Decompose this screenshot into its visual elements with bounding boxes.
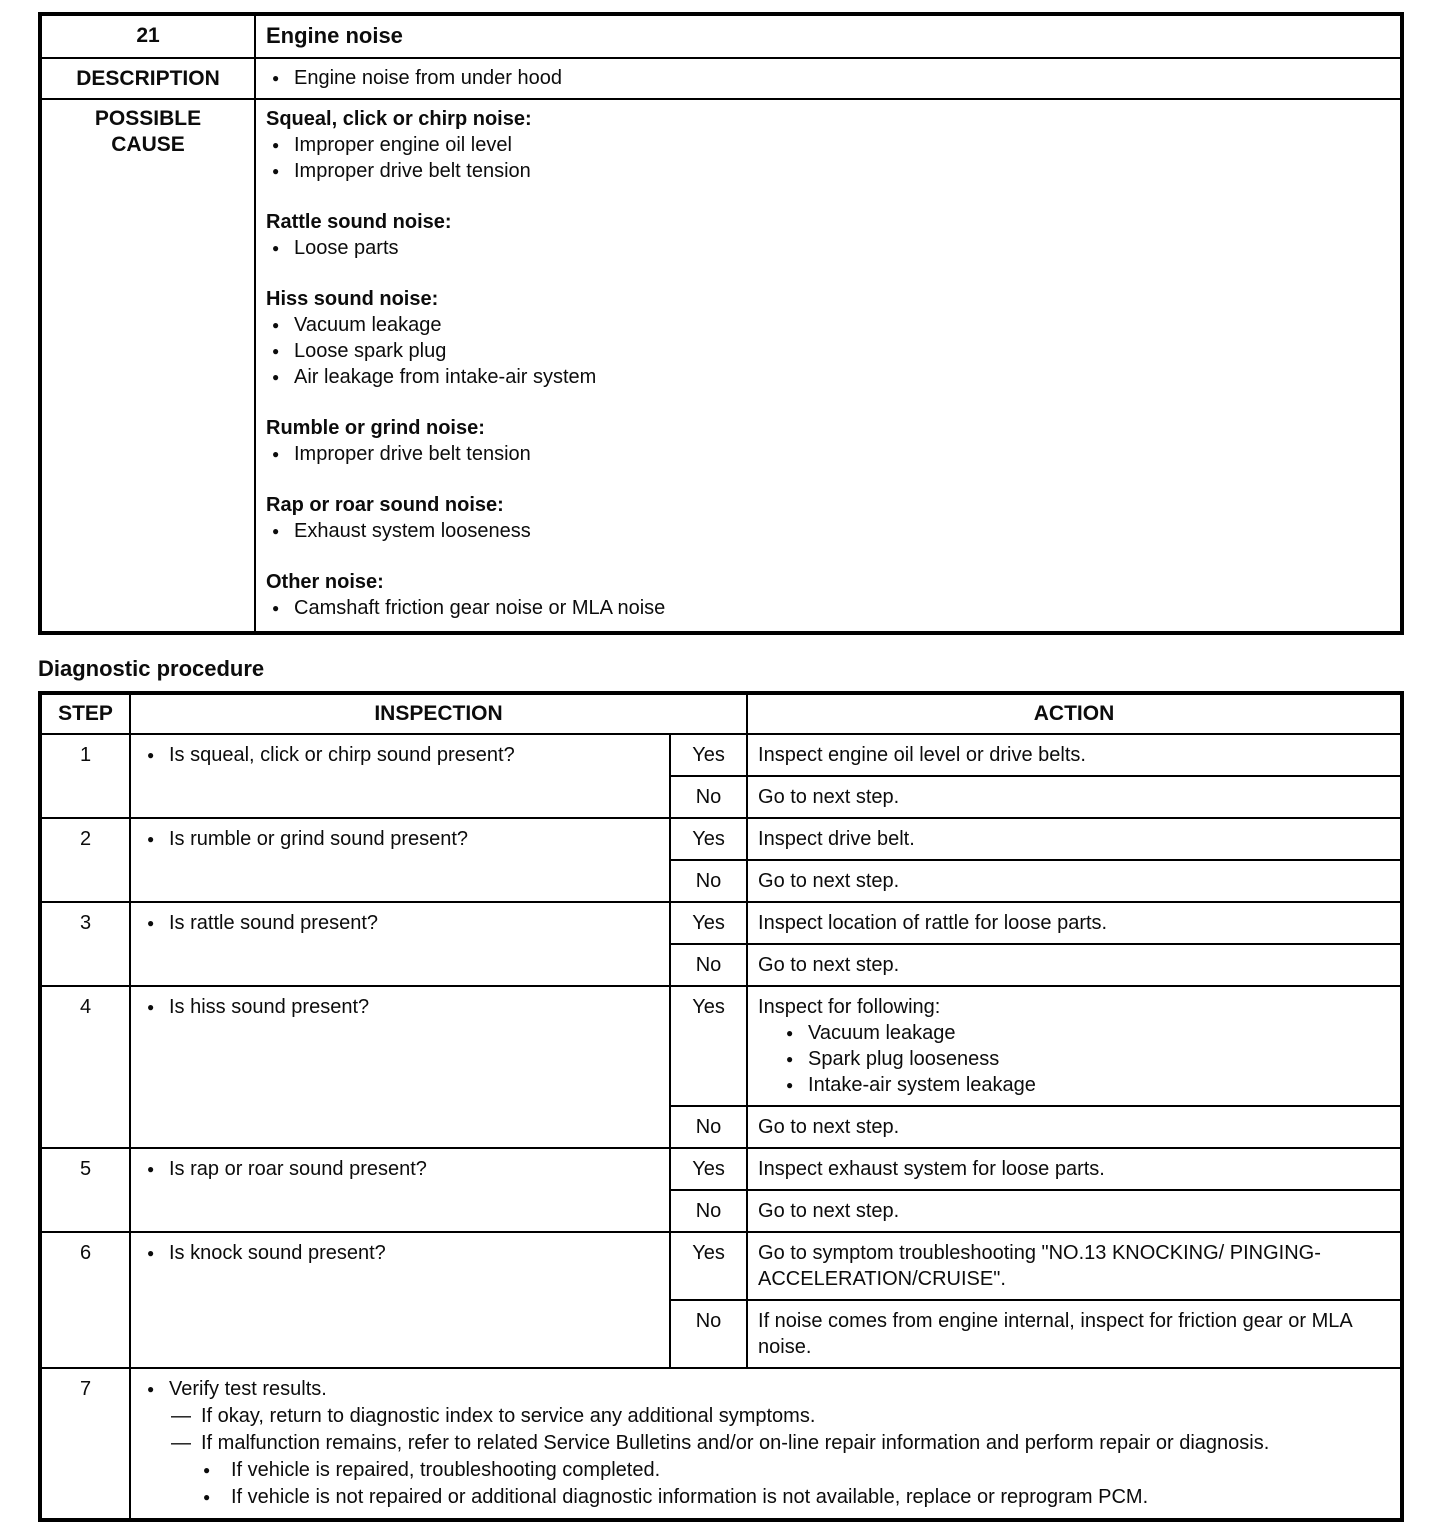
no-action: If noise comes from engine internal, inspect for friction gear or MLA noise. — [747, 1300, 1402, 1368]
yes-label: Yes — [670, 818, 747, 860]
inspection-line — [141, 994, 659, 1020]
cause-item-text: Improper engine oil level — [294, 133, 512, 156]
cause-group-heading: Rap or roar sound noise: — [266, 493, 504, 516]
bullet-icon: ● — [272, 343, 280, 358]
possible-cause-row — [40, 99, 1402, 633]
diagnostic-procedure-heading: Diagnostic procedure — [38, 655, 265, 681]
bullet-icon: ● — [272, 137, 280, 152]
bullet-icon: ● — [147, 1381, 155, 1396]
cause-item — [266, 441, 1390, 467]
description-cell — [255, 58, 1402, 99]
bullet-icon: ● — [786, 1051, 794, 1066]
bullet-icon: ● — [786, 1077, 794, 1092]
inspection-cell — [130, 1232, 670, 1368]
step-row — [40, 734, 1402, 776]
inspection-text: Is rap or roar sound present? — [169, 1157, 427, 1180]
no-action: Go to next step. — [747, 860, 1402, 902]
inspection-cell — [130, 986, 670, 1148]
step-row — [40, 986, 1402, 1106]
yes-action: Inspect drive belt. — [747, 818, 1402, 860]
bullet-icon: ● — [203, 1489, 211, 1504]
step-number: 7 — [40, 1368, 130, 1520]
bullet-icon: ● — [272, 163, 280, 178]
column-header-step: STEP — [40, 693, 130, 733]
procedure-header-row — [40, 693, 1402, 733]
final-step-bullet-text: Verify test results. — [169, 1377, 327, 1400]
symptom-number: 21 — [40, 14, 255, 58]
cause-item-text: Exhaust system looseness — [294, 519, 531, 542]
cause-item — [266, 235, 1390, 261]
cause-item — [266, 518, 1390, 544]
symptom-title: Engine noise — [255, 14, 1402, 58]
final-step-subbullet-line — [141, 1457, 1390, 1483]
yes-action-intro: Inspect for following: — [758, 995, 941, 1018]
step-number: 1 — [40, 734, 130, 818]
bullet-icon: ● — [272, 70, 280, 85]
possible-cause-label-line2: CAUSE — [111, 133, 185, 157]
bullet-icon: ● — [272, 600, 280, 615]
yes-action: Inspect exhaust system for loose parts. — [747, 1148, 1402, 1190]
yes-action-item — [758, 1046, 1390, 1072]
inspection-cell — [130, 902, 670, 986]
diagnostic-procedure-table — [38, 691, 1404, 1521]
yes-action-item-text: Intake-air system leakage — [808, 1073, 1036, 1096]
step-row — [40, 818, 1402, 860]
cause-item-text: Improper drive belt tension — [294, 442, 531, 465]
bullet-icon: ● — [147, 915, 155, 930]
yes-label: Yes — [670, 734, 747, 776]
symptom-table — [38, 12, 1404, 635]
inspection-line — [141, 1240, 659, 1266]
possible-cause-label — [40, 99, 255, 633]
bullet-icon: ● — [203, 1462, 211, 1477]
bullet-icon: ● — [147, 747, 155, 762]
step-number: 4 — [40, 986, 130, 1148]
bullet-icon: ● — [147, 1245, 155, 1260]
description-label: DESCRIPTION — [40, 58, 255, 99]
cause-item-text: Loose spark plug — [294, 339, 447, 362]
bullet-icon: ● — [272, 446, 280, 461]
column-header-inspection: INSPECTION — [130, 693, 747, 733]
cause-item — [266, 158, 1390, 184]
inspection-cell — [130, 818, 670, 902]
cause-item — [266, 338, 1390, 364]
inspection-text: Is squeal, click or chirp sound present? — [169, 743, 515, 766]
bullet-icon: ● — [147, 831, 155, 846]
final-step-subbullet-text: If vehicle is repaired, troubleshooting completed. — [231, 1458, 661, 1481]
cause-item — [266, 364, 1390, 390]
cause-item-text: Air leakage from intake-air system — [294, 365, 597, 388]
cause-item-text: Improper drive belt tension — [294, 159, 531, 182]
yes-action-item — [758, 1020, 1390, 1046]
cause-group-rattle — [266, 209, 1390, 261]
symptom-title-row — [40, 14, 1402, 58]
bullet-icon: ● — [272, 317, 280, 332]
yes-action-item-text: Spark plug looseness — [808, 1047, 1000, 1070]
final-step-bullet-line — [141, 1376, 1390, 1402]
column-header-action: ACTION — [747, 693, 1402, 733]
final-step-subbullet-line — [141, 1484, 1390, 1510]
inspection-text: Is rumble or grind sound present? — [169, 827, 469, 850]
cause-item — [266, 312, 1390, 338]
cause-group-squeal — [266, 106, 1390, 184]
yes-action: Inspect engine oil level or drive belts. — [747, 734, 1402, 776]
yes-label: Yes — [670, 1148, 747, 1190]
final-step-row — [40, 1368, 1402, 1520]
cause-item — [266, 132, 1390, 158]
cause-group-rumble — [266, 415, 1390, 467]
step-number: 5 — [40, 1148, 130, 1232]
yes-label: Yes — [670, 902, 747, 944]
cause-group-heading: Hiss sound noise: — [266, 287, 439, 310]
no-label: No — [670, 860, 747, 902]
yes-action — [747, 986, 1402, 1106]
no-action: Go to next step. — [747, 944, 1402, 986]
bullet-icon: ● — [272, 240, 280, 255]
final-step-dash-line — [141, 1403, 1390, 1429]
no-label: No — [670, 944, 747, 986]
step-number: 6 — [40, 1232, 130, 1368]
cause-group-other — [266, 569, 1390, 621]
cause-group-hiss — [266, 286, 1390, 390]
inspection-text: Is rattle sound present? — [169, 911, 379, 934]
cause-group-heading: Other noise: — [266, 570, 384, 593]
cause-item-text: Loose parts — [294, 236, 399, 259]
no-action: Go to next step. — [747, 1106, 1402, 1148]
cause-group-heading: Rumble or grind noise: — [266, 416, 485, 439]
step-row — [40, 902, 1402, 944]
possible-cause-label-line1: POSSIBLE — [94, 106, 202, 130]
yes-action: Go to symptom troubleshooting "NO.13 KNOCKING/ PINGING-ACCELERATION/CRUISE". — [747, 1232, 1402, 1300]
final-step-dash-text: If okay, return to diagnostic index to service any additional symptoms. — [201, 1404, 816, 1427]
description-text: Engine noise from under hood — [294, 66, 562, 89]
bullet-icon: ● — [272, 369, 280, 384]
no-action: Go to next step. — [747, 1190, 1402, 1232]
bullet-icon: ● — [786, 1025, 794, 1040]
no-label: No — [670, 1190, 747, 1232]
step-number: 2 — [40, 818, 130, 902]
cause-group-heading: Squeal, click or chirp noise: — [266, 107, 532, 130]
dash-icon: — — [171, 1431, 191, 1454]
cause-item — [266, 595, 1390, 621]
bullet-icon: ● — [147, 1161, 155, 1176]
yes-action-item — [758, 1072, 1390, 1098]
cause-group-heading: Rattle sound noise: — [266, 210, 452, 233]
yes-label: Yes — [670, 1232, 747, 1300]
inspection-line — [141, 1156, 659, 1182]
inspection-line — [141, 742, 659, 768]
inspection-line — [141, 826, 659, 852]
no-label: No — [670, 1300, 747, 1368]
no-label: No — [670, 776, 747, 818]
step-row — [40, 1148, 1402, 1190]
yes-action: Inspect location of rattle for loose parts. — [747, 902, 1402, 944]
inspection-text: Is hiss sound present? — [169, 995, 370, 1018]
possible-cause-cell — [255, 99, 1402, 633]
inspection-cell — [130, 734, 670, 818]
inspection-text: Is knock sound present? — [169, 1241, 386, 1264]
final-step-cell — [130, 1368, 1402, 1520]
final-step-dash-line — [141, 1430, 1390, 1456]
yes-action-item-text: Vacuum leakage — [808, 1021, 956, 1044]
final-step-subbullet-text: If vehicle is not repaired or additional diagnostic information is not available, replace or reprogram PCM. — [231, 1485, 1149, 1508]
step-number: 3 — [40, 902, 130, 986]
dash-icon: — — [171, 1404, 191, 1427]
final-step-dash-text: If malfunction remains, refer to related Service Bulletins and/or on-line repair information and perform repair or diagnosis. — [201, 1431, 1270, 1454]
no-label: No — [670, 1106, 747, 1148]
description-line — [266, 65, 1390, 91]
description-row — [40, 58, 1402, 99]
inspection-line — [141, 910, 659, 936]
yes-label: Yes — [670, 986, 747, 1106]
step-row — [40, 1232, 1402, 1300]
cause-item-text: Camshaft friction gear noise or MLA noise — [294, 596, 666, 619]
bullet-icon: ● — [272, 523, 280, 538]
cause-item-text: Vacuum leakage — [294, 313, 442, 336]
inspection-cell — [130, 1148, 670, 1232]
bullet-icon: ● — [147, 999, 155, 1014]
cause-group-rap — [266, 492, 1390, 544]
no-action: Go to next step. — [747, 776, 1402, 818]
